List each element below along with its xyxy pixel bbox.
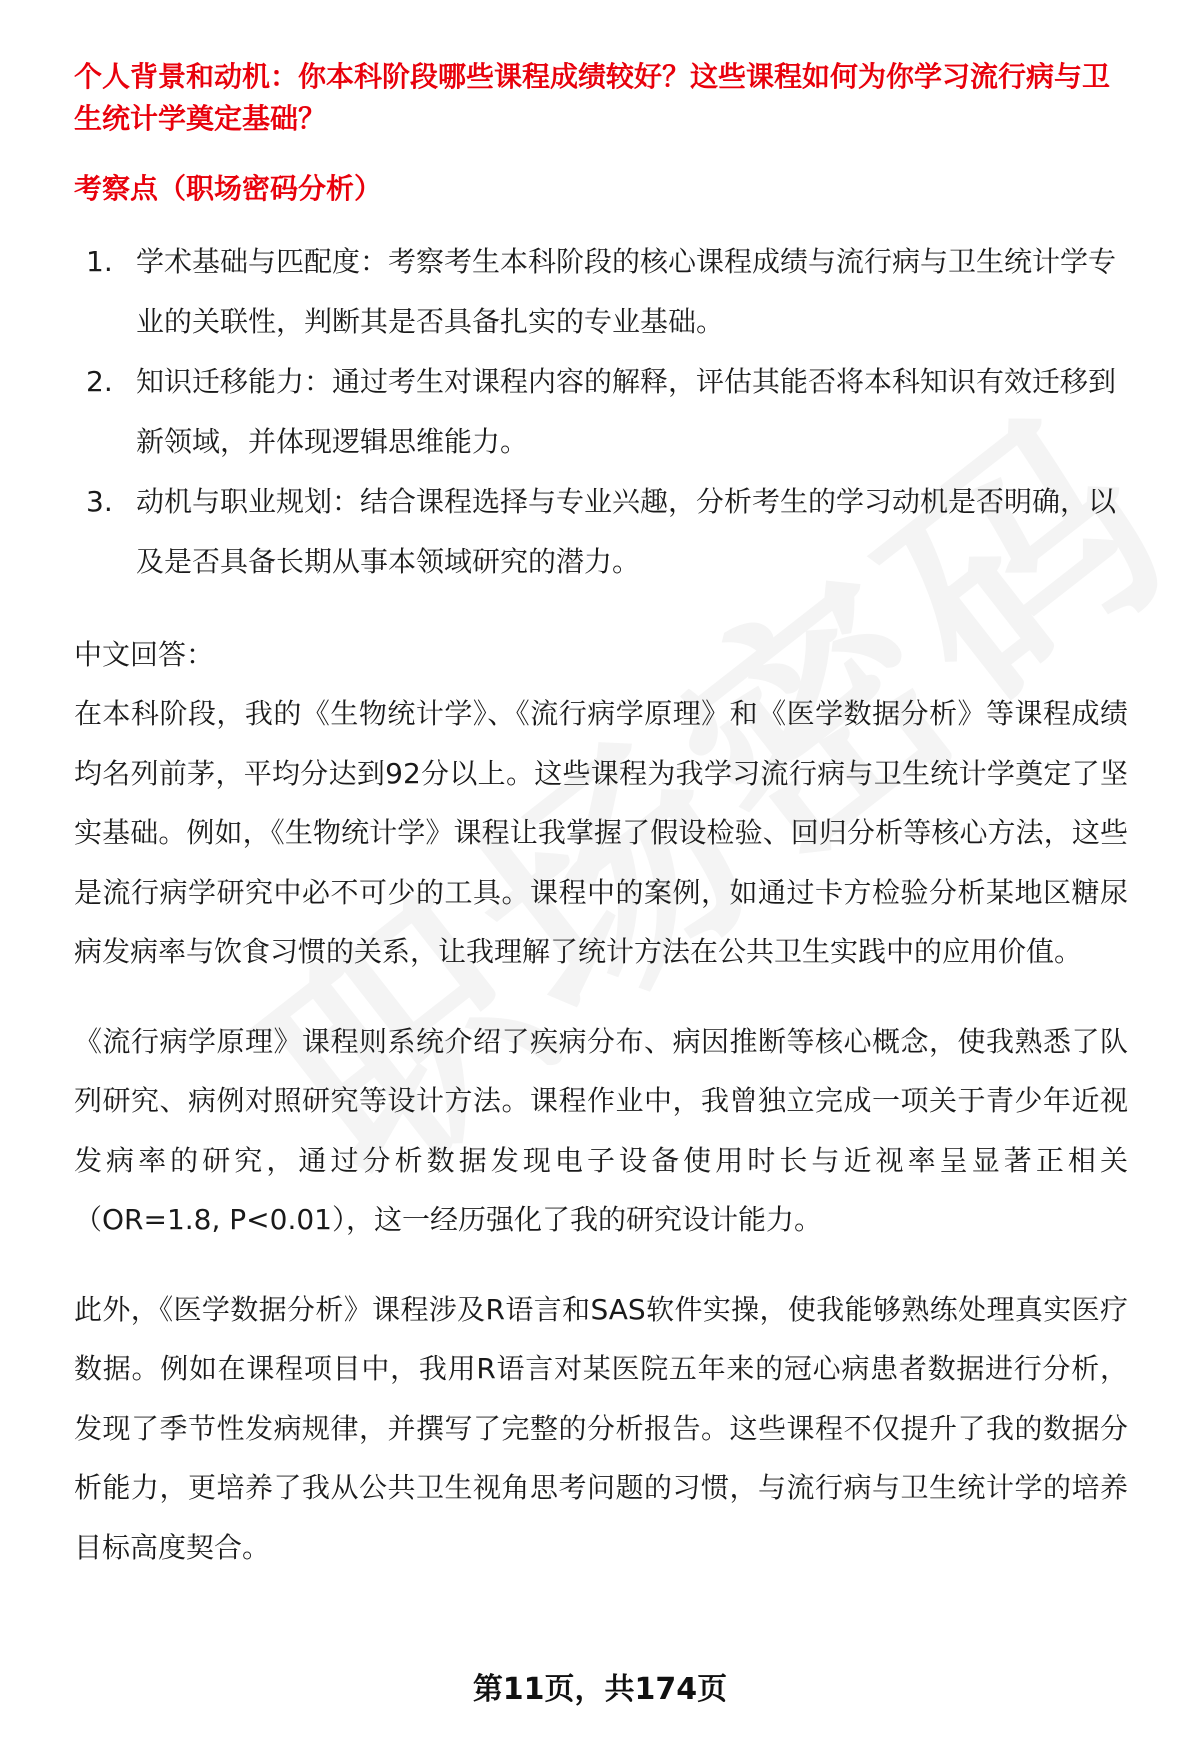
analysis-title: 考察点（职场密码分析） [74,172,383,205]
point-text: 动机与职业规划：结合课程选择与专业兴趣，分析考生的学习动机是否明确，以及是否具备长期从事本领域研究的潜力。 [136,485,1117,578]
question-title: 个人背景和动机：你本科阶段哪些课程成绩较好？这些课程如何为你学习流行病与卫生统计学奠定基础？ [74,60,1111,135]
page-content [74,56,1128,1577]
point-number: 2. [86,365,113,398]
answer-paragraph: 《流行病学原理》课程则系统介绍了疾病分布、病因推断等核心概念，使我熟悉了队列研究、病例对照研究等设计方法。课程作业中，我曾独立完成一项关于青少年近视发病率的研究，通过分析数据发现电子设备使用时长与近视率呈显著正相关（OR=1.8, P<0.01），这一经历强化了我的研究设计能力。 [74,1024,1128,1236]
answer-label: 中文回答： [74,638,215,671]
answer-paragraph: 此外，《医学数据分析》课程涉及R语言和SAS软件实操，使我能够熟练处理真实医疗数据。例如在课程项目中，我用R语言对某医院五年来的冠心病患者数据进行分析，发现了季节性发病规律，并撰写了完整的分析报告。这些课程不仅提升了我的数据分析能力，更培养了我从公共卫生视角思考问题的习惯，与流行病与卫生统计学的培养目标高度契合。 [74,1292,1128,1564]
analysis-point [74,352,1128,472]
point-text: 知识迁移能力：通过考生对课程内容的解释，评估其能否将本科知识有效迁移到新领域，并体现逻辑思维能力。 [136,365,1117,458]
point-text: 学术基础与匹配度：考察考生本科阶段的核心课程成绩与流行病与卫生统计学专业的关联性，判断其是否具备扎实的专业基础。 [136,245,1117,338]
analysis-point-list [74,232,1128,592]
page-number-footer: 第11页，共174页 [472,1672,728,1707]
analysis-point [74,232,1128,352]
analysis-point [74,472,1128,592]
point-number: 1. [86,245,113,278]
point-number: 3. [86,485,113,518]
answer-paragraph: 在本科阶段，我的《生物统计学》、《流行病学原理》和《医学数据分析》等课程成绩均名列前茅，平均分达到92分以上。这些课程为我学习流行病与卫生统计学奠定了坚实基础。例如，《生物统计学》课程让我掌握了假设检验、回归分析等核心方法，这些是流行病学研究中必不可少的工具。课程中的案例，如通过卡方检验分析某地区糖尿病发病率与饮食习惯的关系，让我理解了统计方法在公共卫生实践中的应用价值。 [74,697,1128,968]
